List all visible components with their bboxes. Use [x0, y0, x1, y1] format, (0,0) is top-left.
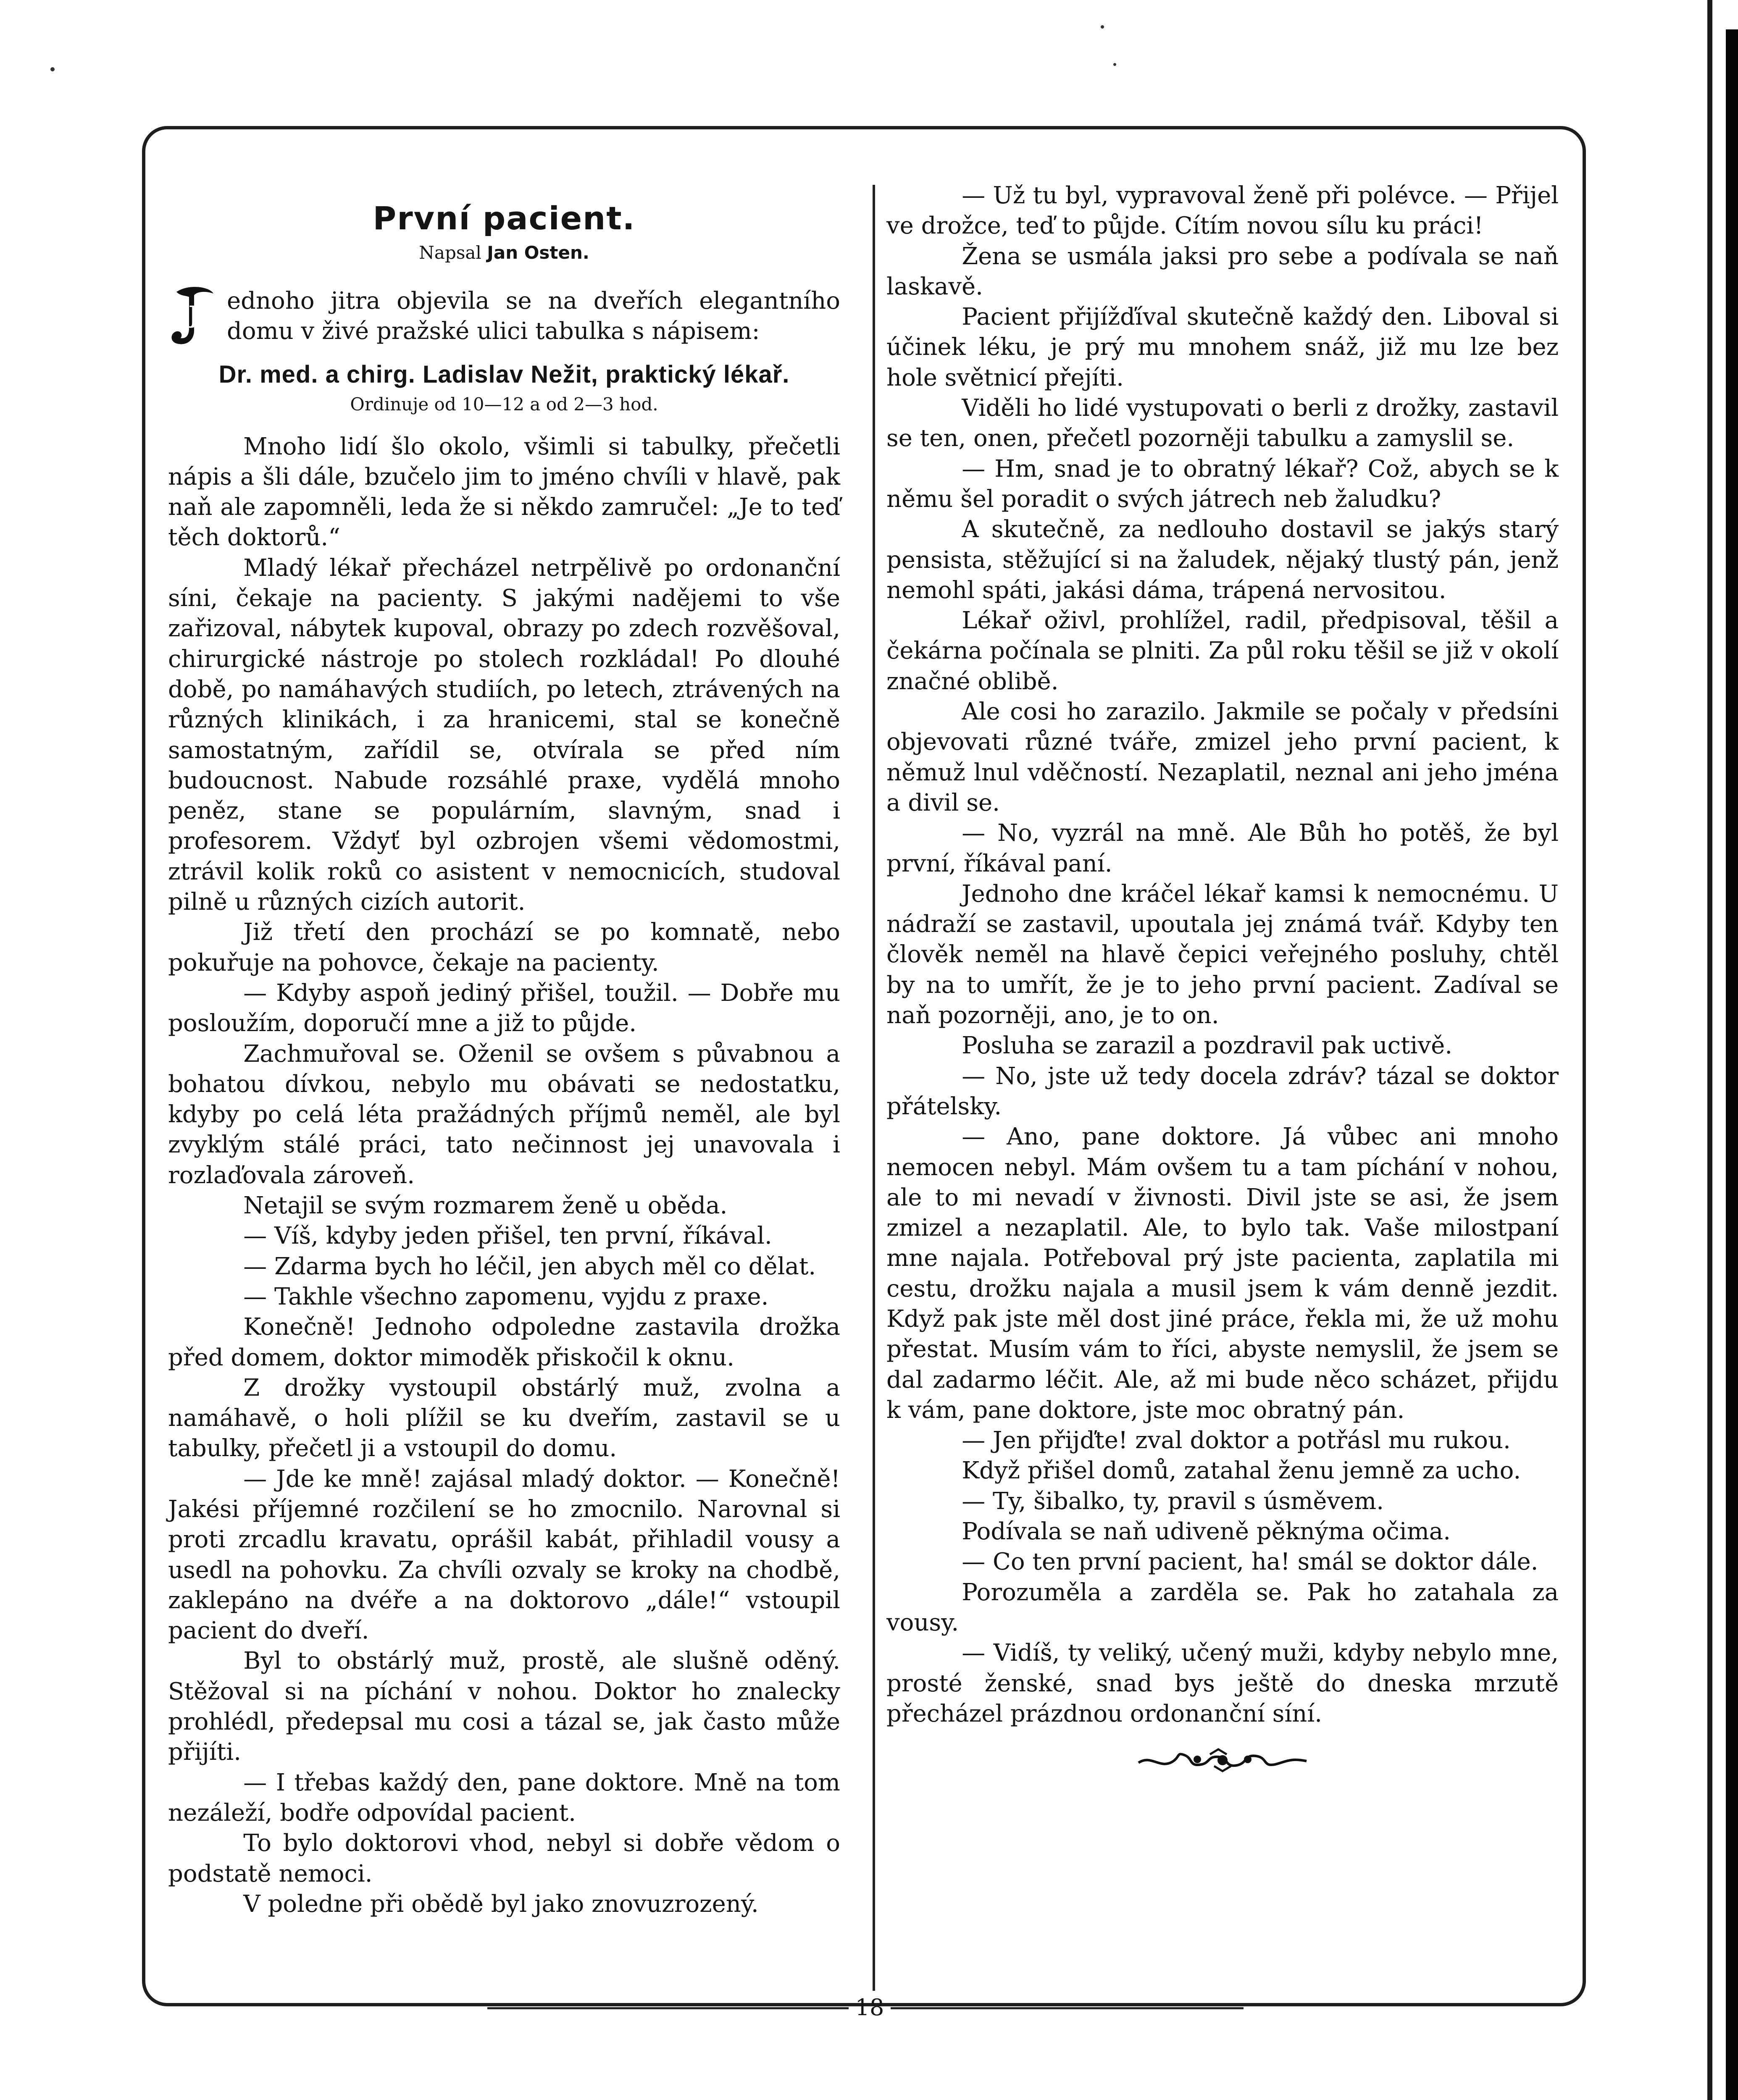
- paragraph: Lékař oživl, prohlížel, radil, předpisoval, těšil a čekárna počínala se plniti. Za půl roku těšil se již v okolí značné oblibě.: [886, 607, 1559, 695]
- paragraph: Mladý lékař přecházel netrpělivě po ordonanční síni, čekaje na pacienty. S jakými nadějemi to vše zařizoval, nábytek kupoval, obrazy po zdech rozvěšoval, chirurgické nástroje po stolech rozkládal! Po dlouhé době, po namáhavých studiích, po letech, ztrávených na různých klinikách, i za hranicemi, stal se konečně samostatným, zařídil se, otvírala se před ním budoucnost. Nabude rozsáhlé praxe, vydělá mnoho peněz, stane se populárním, slavným, snad i profesorem. Vždyť byl ozbrojen všemi vědomostmi, ztrávil kolik roků co asistent v nemocnicích, studoval pilně u různých cizích autorit.: [168, 554, 840, 916]
- scan-edge-inner: [1707, 0, 1712, 2100]
- paragraph: Žena se usmála jaksi pro sebe a podívala se naň laskavě.: [886, 242, 1559, 300]
- left-column: [168, 181, 840, 1974]
- right-column: [886, 181, 1559, 1974]
- byline-prefix: Napsal: [419, 242, 481, 263]
- paragraph: — Zdarma bych ho léčil, jen abych měl co dělat.: [243, 1252, 816, 1280]
- paragraph: Pacient přijížďíval skutečně každý den. Liboval si účinek léku, je prý mu mnohem snáž, již mu lze bez hole světnicí přejíti.: [886, 303, 1559, 391]
- paragraph: Viděli ho lidé vystupovati o berli z drožky, zastavil se ten, onen, přečetl pozorněji tabulku a zamyslil se.: [886, 394, 1559, 452]
- paragraph: Konečně! Jednoho odpoledne zastavila drožka před domem, doktor mimoděk přiskočil k oknu.: [168, 1313, 840, 1371]
- paragraph: Porozuměla a zarděla se. Pak ho zatahala za vousy.: [886, 1578, 1559, 1636]
- paragraph: Byl to obstárlý muž, prostě, ale slušně oděný. Stěžoval si na píchání v nohou. Doktor ho znalecky prohlédl, předepsal mu cosi a tázal se, jak často může přijíti.: [168, 1647, 840, 1766]
- paragraph: — Víš, kdyby jeden přišel, ten první, říkával.: [243, 1222, 772, 1250]
- paragraph: Když přišel domů, zatahal ženu jemně za ucho.: [962, 1457, 1521, 1485]
- paragraph: To bylo doktorovi vhod, nebyl si dobře vědom o podstatě nemoci.: [168, 1830, 840, 1887]
- scan-speck: [50, 67, 55, 71]
- page-number: 18: [855, 1994, 884, 2021]
- byline: [168, 241, 840, 265]
- scan-speck: [1113, 63, 1116, 66]
- paragraph: — Jen přijďte! zval doktor a potřásl mu rukou.: [962, 1427, 1511, 1454]
- paragraph: — Hm, snad je to obratný lékař? Což, abych se k němu šel poradit o svých játrech neb žaludku?: [886, 455, 1559, 513]
- scan-speck: [1101, 25, 1104, 29]
- paragraph: Z drožky vystoupil obstárlý muž, zvolna a namáhavě, o holi plížil se ku dveřím, zastavil se u tabulky, přečetl ji a vstoupil do domu.: [168, 1374, 840, 1462]
- paragraph: — No, vyzrál na mně. Ale Bůh ho potěš, že byl první, říkával paní.: [886, 819, 1559, 877]
- paragraph: Již třetí den prochází se po komnatě, nebo pokuřuje na pohovce, čekaje na pacienty.: [168, 919, 840, 976]
- svg-text:J: J: [188, 301, 200, 329]
- paragraph: Ale cosi ho zarazilo. Jakmile se počaly v předsíni objevovati různé tváře, zmizel jeho první pacient, k němuž lnul vděčností. Nezaplatil, neznal ani jeho jména a divil se.: [886, 698, 1559, 816]
- paragraph: — Vidíš, ty veliký, učený muži, kdyby nebylo mne, prosté ženské, snad bys ještě do dneska mrzutě přecházel prázdnou ordonanční síní.: [886, 1639, 1559, 1727]
- author-name: Jan Osten.: [487, 242, 589, 263]
- column-divider: [873, 185, 875, 1991]
- paragraph: — No, jste už tedy docela zdráv? tázal se doktor přátelsky.: [886, 1062, 1559, 1120]
- paragraph: — Ano, pane doktore. Já vůbec ani mnoho nemocen nebyl. Mám ovšem tu a tam píchání v nohou, ale to mi nevadí v živnosti. Divil jste se asi, že jsem zmizel a nezaplatil. Ale, to bylo tak. Vaše milostpaní mne najala. Potřeboval prý jste pacienta, zaplatila mi cestu, drožku najala a musil jsem k vám denně jezdit. Když pak jste měl dost jiné práce, řekla mi, že už mohu přestat. Musím vám to říci, abyste nemyslil, že jsem se dal zadarmo léčit. Ale, až mi bude něco scházet, přijdu k vám, pane doktore, jste moc obratný pán.: [886, 1123, 1559, 1424]
- paragraph: Podívala se naň udiveně pěknýma očima.: [962, 1518, 1451, 1546]
- paragraph: — Ty, šibalko, ty, pravil s úsměvem.: [962, 1487, 1384, 1515]
- article-title: První pacient.: [373, 200, 636, 237]
- paragraph: A skutečně, za nedlouho dostavil se jakýs starý pensista, stěžující si na žaludek, nějaký tlustý pán, jenž nemohl spáti, jakási dáma, trápená nervositou.: [886, 516, 1559, 604]
- paragraph: — Už tu byl, vypravoval ženě při polévce. — Přijel ve drožce, teď to půjde. Cítím novou sílu ku práci!: [886, 182, 1559, 240]
- opening-paragraph: J ednoho jitra objevila se na dveřích elegantního domu v živé pražské ulici tabulka s nápisem:: [168, 286, 840, 347]
- paragraph: — Jde ke mně! zajásal mladý doktor. — Konečně! Jakési příjemné rozčilení se ho zmocnilo. Narovnal si proti zrcadlu kravatu, oprášil kabát, přihladil vousy a usedl na pohovku. Za chvíli ozvaly se kroky na chodbě, zaklepáno na dvéře a na doktorovo „dále!“ vstoupil pacient do dveří.: [168, 1465, 840, 1645]
- paragraph: Zachmuřoval se. Oženil se ovšem s půvabnou a bohatou dívkou, nebylo mu obávati se nedostatku, kdyby po celá léta pražádných příjmů neměl, ale byl zvyklým stálé práci, tato nečinnost jej unavovala i rozlaďovala zároveň.: [168, 1040, 840, 1189]
- paragraph: Posluha se zarazil a pozdravil pak uctivě.: [962, 1032, 1453, 1060]
- page-footer: [487, 1993, 1244, 2021]
- doctor-sign: Dr. med. a chirg. Ladislav Nežit, praktický lékař.: [218, 360, 790, 388]
- footer-rule-left: [487, 2007, 849, 2009]
- paragraph: Netajil se svým rozmarem ženě u oběda.: [243, 1192, 728, 1220]
- paragraph: — Kdyby aspoň jediný přišel, toužil. — Dobře mu posloužím, doporučí mne a již to půjde.: [168, 979, 840, 1037]
- footer-rule-right: [891, 2007, 1244, 2009]
- dropcap-ornament: [168, 284, 218, 347]
- paragraph: — Co ten první pacient, ha! smál se doktor dále.: [962, 1548, 1538, 1576]
- paragraph: Mnoho lidí šlo okolo, všimli si tabulky, přečetli nápis a šli dále, bzučelo jim to jméno chvíli v hlavě, pak naň ale zapomněli, leda že si někdo zamručel: „Je to teď těch doktorů.“: [168, 433, 840, 551]
- end-ornament-icon: [1134, 1746, 1311, 1775]
- paragraph: — I třebas každý den, pane doktore. Mně na tom nezáleží, bodře odpovídal pacient.: [168, 1769, 840, 1827]
- office-hours: Ordinuje od 10—12 a od 2—3 hod.: [350, 394, 658, 415]
- paragraph: Jednoho dne kráčel lékař kamsi k nemocnému. U nádraží se zastavil, upoutala jej známá tvář. Kdyby ten člověk neměl na hlavě čepici veřejného posluhy, chtěl by na to umřít, že je to jeho první pacient. Zadíval se naň pozorněji, ano, je to on.: [886, 880, 1559, 1029]
- scan-edge: [1726, 29, 1738, 2100]
- paragraph: V poledne při obědě byl jako znovuzrozený.: [243, 1890, 759, 1918]
- paragraph: — Takhle všechno zapomenu, vyjdu z praxe.: [243, 1283, 769, 1310]
